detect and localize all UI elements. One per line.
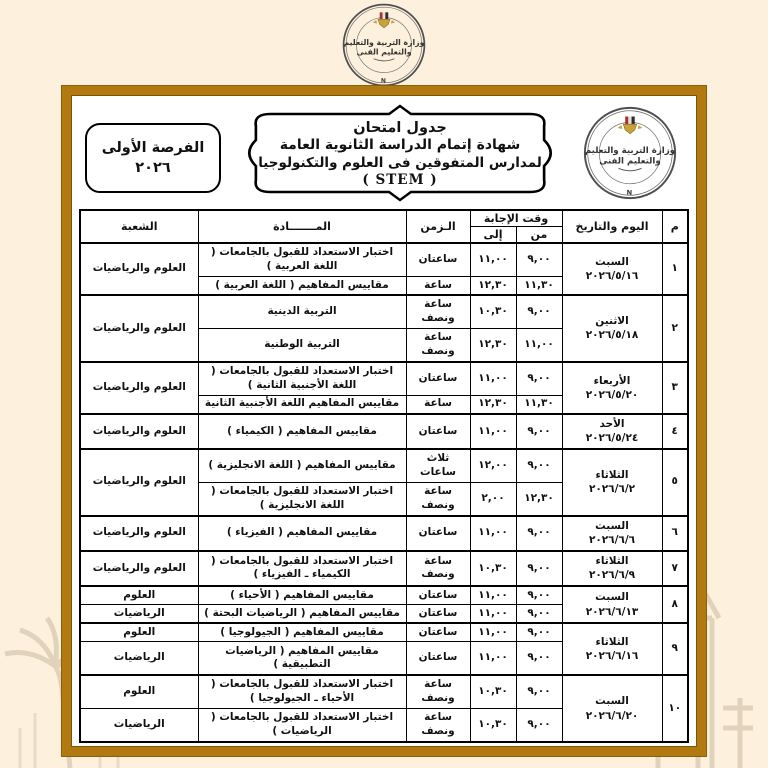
exam-table-body — [80, 243, 688, 742]
branch-cell: العلوم والرياضيات — [80, 362, 198, 414]
exam-row — [80, 586, 688, 605]
exam-row — [80, 516, 688, 551]
exam-row — [80, 414, 688, 449]
branch-cell: العلوم والرياضيات — [80, 449, 198, 516]
duration-cell: ساعة ونصف — [406, 295, 470, 328]
time-from-cell: ٩,٠٠ — [516, 605, 562, 624]
time-to-cell: ١٢,٣٠ — [470, 276, 516, 295]
number-cell: ٣ — [662, 362, 688, 414]
time-from-cell: ٩,٠٠ — [516, 295, 562, 328]
session-box — [85, 123, 221, 193]
ministry-seal-header — [571, 103, 689, 203]
subject-cell: اختبار الاستعداد للقبول بالجامعات ( الأحياء ـ الجيولوجيا ) — [198, 675, 406, 708]
time-to-cell: ١١,٠٠ — [470, 642, 516, 675]
col-header-subject: المـــــــادة — [198, 210, 406, 243]
duration-cell: ساعة ونصف — [406, 709, 470, 743]
branch-cell: الرياضيات — [80, 642, 198, 675]
day-cell — [562, 675, 662, 742]
duration-cell: ساعة ونصف — [406, 482, 470, 515]
day-name: الثلاثاء — [595, 635, 629, 648]
time-to-cell: ١١,٠٠ — [470, 414, 516, 449]
time-to-cell: ١٠,٣٠ — [470, 675, 516, 708]
exam-row — [80, 295, 688, 328]
ministry-seal-top — [341, 2, 427, 88]
day-cell — [562, 295, 662, 362]
branch-cell: الرياضيات — [80, 709, 198, 743]
exam-title-line4: ( STEM ) — [362, 171, 438, 188]
day-name: الثلاثاء — [595, 469, 629, 482]
day-date: ٢٠٢٦/٦/٢٠ — [585, 709, 639, 722]
time-to-cell: ١١,٠٠ — [470, 623, 516, 642]
time-from-cell: ٩,٠٠ — [516, 709, 562, 743]
exam-row — [80, 623, 688, 642]
exam-title-line3: لمدارس المتفوقين فى العلوم والتكنولوجيا — [258, 154, 542, 171]
document-header — [79, 101, 689, 205]
subject-cell: اختبار الاستعداد للقبول بالجامعات ( اللغة الأجنبية الثانية ) — [198, 362, 406, 395]
day-date: ٢٠٢٦/٦/١٣ — [585, 605, 639, 618]
day-name: الأحد — [599, 418, 625, 431]
day-name: الأربعاء — [593, 374, 631, 387]
time-from-cell: ٩,٠٠ — [516, 516, 562, 551]
col-header-duration: الـزمن — [406, 210, 470, 243]
subject-cell: التربية الدينية — [198, 295, 406, 328]
branch-cell: العلوم والرياضيات — [80, 295, 198, 362]
subject-cell: التربية الوطنية — [198, 328, 406, 361]
day-name: السبت — [595, 520, 629, 533]
exam-row — [80, 449, 688, 482]
time-from-cell: ١١,٣٠ — [516, 395, 562, 414]
branch-cell: العلوم والرياضيات — [80, 414, 198, 449]
duration-cell: ساعتان — [406, 516, 470, 551]
time-from-cell: ١١,٠٠ — [516, 328, 562, 361]
time-from-cell: ٩,٠٠ — [516, 642, 562, 675]
subject-cell: مقاييس المفاهيم ( اللغة الانجليزية ) — [198, 449, 406, 482]
col-header-day: اليوم والتاريخ — [562, 210, 662, 243]
subject-cell: مقاييس المفاهيم ( الكيمياء ) — [198, 414, 406, 449]
time-from-cell: ٩,٠٠ — [516, 243, 562, 276]
time-to-cell: ١٠,٣٠ — [470, 709, 516, 743]
branch-cell: الرياضيات — [80, 605, 198, 624]
subject-cell: مقاييس المفاهيم ( الجيولوجيا ) — [198, 623, 406, 642]
exam-title-line2: شهادة إتمام الدراسة الثانوية العامة — [279, 137, 521, 154]
time-from-cell: ٩,٠٠ — [516, 414, 562, 449]
day-name: الاثنين — [595, 315, 629, 328]
duration-cell: ثلاث ساعات — [406, 449, 470, 482]
col-header-answer-time: وقت الإجابة — [470, 210, 562, 227]
exam-row — [80, 362, 688, 395]
col-header-branch: الشعبة — [80, 210, 198, 243]
exam-row — [80, 675, 688, 708]
day-cell — [562, 449, 662, 516]
day-date: ٢٠٢٦/٥/٢٤ — [585, 432, 639, 445]
number-cell: ٥ — [662, 449, 688, 516]
branch-cell: العلوم — [80, 675, 198, 708]
number-cell: ٦ — [662, 516, 688, 551]
session-name: الفرصة الأولى — [101, 139, 205, 156]
duration-cell: ساعة ونصف — [406, 551, 470, 586]
title-plaque — [235, 103, 565, 203]
day-date: ٢٠٢٦/٦/٩ — [588, 569, 636, 582]
exam-row — [80, 551, 688, 586]
number-cell: ٧ — [662, 551, 688, 586]
day-cell — [562, 414, 662, 449]
duration-cell: ساعتان — [406, 623, 470, 642]
time-to-cell: ١٠,٣٠ — [470, 295, 516, 328]
time-from-cell: ٩,٠٠ — [516, 623, 562, 642]
subject-cell: مقاييس المفاهيم ( الفيزياء ) — [198, 516, 406, 551]
day-name: السبت — [595, 695, 629, 708]
time-to-cell: ١٢,٣٠ — [470, 395, 516, 414]
time-to-cell: ١١,٠٠ — [470, 243, 516, 276]
subject-cell: مقاييس المفاهيم اللغة الأجنبية الثانية — [198, 395, 406, 414]
subject-cell: مقاييس المفاهيم ( الرياضيات البحتة ) — [198, 605, 406, 624]
time-from-cell: ٩,٠٠ — [516, 675, 562, 708]
number-cell: ١٠ — [662, 675, 688, 742]
duration-cell: ساعتان — [406, 414, 470, 449]
time-to-cell: ١١,٠٠ — [470, 516, 516, 551]
day-date: ٢٠٢٦/٦/٢ — [588, 483, 636, 496]
day-date: ٢٠٢٦/٦/٦ — [588, 534, 636, 547]
day-date: ٢٠٢٦/٦/١٦ — [585, 650, 639, 663]
day-cell — [562, 551, 662, 586]
col-header-from: من — [516, 227, 562, 244]
time-to-cell: ١١,٠٠ — [470, 586, 516, 605]
time-to-cell: ٢,٠٠ — [470, 482, 516, 515]
number-cell: ٩ — [662, 623, 688, 675]
subject-cell: اختبار الاستعداد للقبول بالجامعات ( اللغة الانجليزية ) — [198, 482, 406, 515]
day-date: ٢٠٢٦/٥/١٨ — [585, 329, 639, 342]
time-to-cell: ١٢,٣٠ — [470, 328, 516, 361]
day-date: ٢٠٢٦/٥/١٦ — [585, 270, 639, 282]
time-from-cell: ٩,٠٠ — [516, 551, 562, 586]
branch-cell: العلوم — [80, 623, 198, 642]
col-header-number: م — [662, 210, 688, 243]
subject-cell: مقاييس المفاهيم ( اللغة العربية ) — [198, 276, 406, 295]
branch-cell: العلوم والرياضيات — [80, 551, 198, 586]
subject-cell: مقاييس المفاهيم ( الأحياء ) — [198, 586, 406, 605]
subject-cell: اختبار الاستعداد للقبول بالجامعات ( اللغة العربية ) — [198, 243, 406, 276]
time-to-cell: ١١,٠٠ — [470, 362, 516, 395]
exam-row — [80, 243, 688, 276]
time-from-cell: ٩,٠٠ — [516, 362, 562, 395]
day-name: السبت — [595, 591, 629, 604]
duration-cell: ساعة ونصف — [406, 675, 470, 708]
branch-cell: العلوم والرياضيات — [80, 243, 198, 295]
col-header-to: إلى — [470, 227, 516, 244]
number-cell: ٢ — [662, 295, 688, 362]
document-frame — [62, 86, 706, 756]
time-from-cell: ١١,٣٠ — [516, 276, 562, 295]
number-cell: ١ — [662, 243, 688, 295]
day-name: الثلاثاء — [595, 555, 629, 568]
exam-schedule-table — [79, 209, 689, 743]
day-cell — [562, 623, 662, 675]
duration-cell: ساعة — [406, 395, 470, 414]
time-to-cell: ١٢,٠٠ — [470, 449, 516, 482]
session-year: ٢٠٢٦ — [135, 160, 171, 176]
number-cell: ٨ — [662, 586, 688, 623]
subject-cell: اختبار الاستعداد للقبول بالجامعات ( الكيمياء ـ الفيزياء ) — [198, 551, 406, 586]
time-to-cell: ١٠,٣٠ — [470, 551, 516, 586]
day-name: السبت — [595, 255, 629, 268]
duration-cell: ساعتان — [406, 362, 470, 395]
subject-cell: اختبار الاستعداد للقبول بالجامعات ( الرياضيات ) — [198, 709, 406, 743]
duration-cell: ساعتان — [406, 243, 470, 276]
time-from-cell: ٩,٠٠ — [516, 586, 562, 605]
subject-cell: مقاييس المفاهيم ( الرياضيات التطبيقية ) — [198, 642, 406, 675]
time-from-cell: ٩,٠٠ — [516, 449, 562, 482]
day-cell — [562, 362, 662, 414]
branch-cell: العلوم والرياضيات — [80, 516, 198, 551]
exam-title-line1: جدول امتحان — [353, 120, 447, 137]
day-cell — [562, 516, 662, 551]
day-date: ٢٠٢٦/٥/٢٠ — [585, 388, 639, 401]
duration-cell: ساعة — [406, 276, 470, 295]
time-to-cell: ١١,٠٠ — [470, 605, 516, 624]
duration-cell: ساعة ونصف — [406, 328, 470, 361]
number-cell: ٤ — [662, 414, 688, 449]
time-from-cell: ١٢,٣٠ — [516, 482, 562, 515]
duration-cell: ساعتان — [406, 642, 470, 675]
duration-cell: ساعتان — [406, 586, 470, 605]
branch-cell: العلوم — [80, 586, 198, 605]
day-cell — [562, 586, 662, 623]
duration-cell: ساعتان — [406, 605, 470, 624]
day-cell — [562, 243, 662, 295]
